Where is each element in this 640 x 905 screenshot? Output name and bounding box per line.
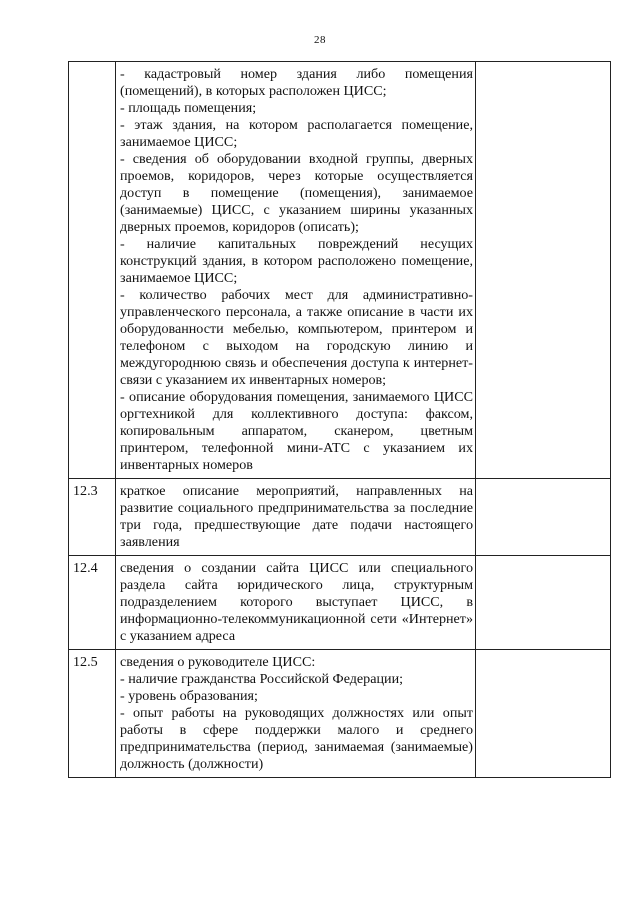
row-content <box>116 62 476 479</box>
row-paragraph: - количество рабочих мест для административно-управленческого персонала, а также описание в части их оборудованности мебелью, компьютером, принтером и телефоном с выходом на городскую линию и междугороднюю связь и обеспечения доступа к интернет-связи с указанием их инвентарных номеров; <box>120 287 473 388</box>
row-content <box>116 650 476 778</box>
row-number: 12.5 <box>69 650 116 778</box>
row-content <box>116 556 476 650</box>
row-paragraph: - наличие капитальных повреждений несущих конструкций здания, в котором расположено помещение, занимаемое ЦИСС; <box>120 236 473 286</box>
empty-cell <box>476 62 611 479</box>
row-paragraph: - уровень образования; <box>120 688 258 704</box>
empty-cell <box>476 479 611 556</box>
table-row <box>69 479 611 556</box>
row-paragraph: сведения о руководителе ЦИСС: <box>120 654 316 670</box>
row-paragraph: - наличие гражданства Российской Федерации; <box>120 671 404 687</box>
table-row <box>69 62 611 479</box>
row-paragraph: - сведения об оборудовании входной группы, дверных проемов, коридоров, через которые осуществляется доступ в помещение (помещения), занимаемое (занимаемые) ЦИСС, с указанием ширины указанных дверных проемов, коридоров (описать); <box>120 151 473 235</box>
row-number <box>69 62 116 479</box>
row-content <box>116 479 476 556</box>
table-row <box>69 650 611 778</box>
row-paragraph: - опыт работы на руководящих должностях или опыт работы в сфере поддержки малого и среднего предпринимательства (период, занимаемая (занимаемые) должность (должности) <box>120 705 473 772</box>
row-paragraph: - кадастровый номер здания либо помещения (помещений), в которых расположен ЦИСС; <box>120 66 473 99</box>
empty-cell <box>476 556 611 650</box>
row-paragraph: краткое описание мероприятий, направленных на развитие социального предпринимательства за последние три года, предшествующие дате подачи настоящего заявления <box>120 483 473 550</box>
table-row <box>69 556 611 650</box>
row-number: 12.3 <box>69 479 116 556</box>
empty-cell <box>476 650 611 778</box>
document-table <box>68 61 611 778</box>
row-paragraph: сведения о создании сайта ЦИСС или специального раздела сайта юридического лица, структурным подразделением которого выступает ЦИСС, в информационно-телекоммуникационной сети «Интернет» с указанием адреса <box>120 560 473 644</box>
page-number: 28 <box>314 34 326 46</box>
row-paragraph: - описание оборудования помещения, занимаемого ЦИСС оргтехникой для коллективного доступа: факсом, копировальным аппаратом, сканером, цветным принтером, телефонной мини-АТС с указанием их инвентарных номеров <box>120 389 473 473</box>
row-paragraph: - этаж здания, на котором располагается помещение, занимаемое ЦИСС; <box>120 117 473 150</box>
row-number: 12.4 <box>69 556 116 650</box>
row-paragraph: - площадь помещения; <box>120 100 257 116</box>
